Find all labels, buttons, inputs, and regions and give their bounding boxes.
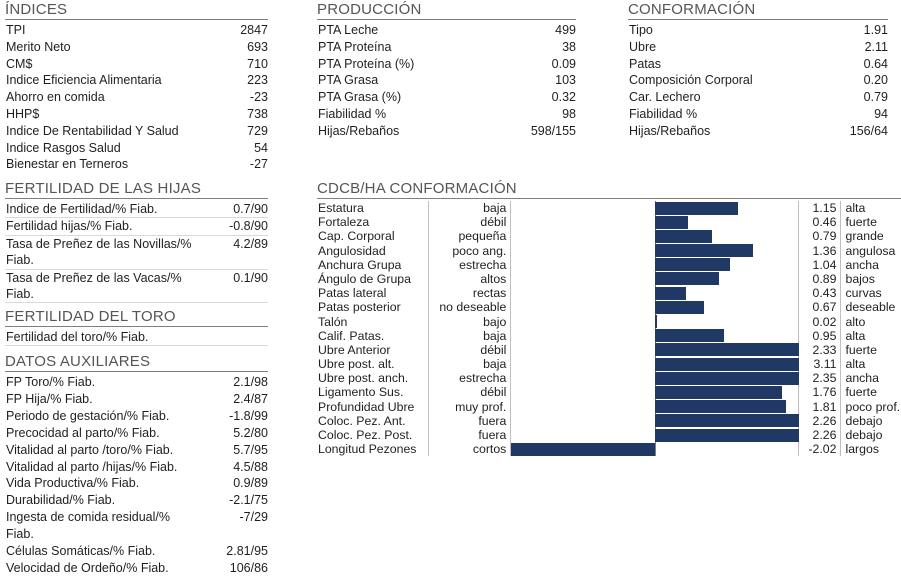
indices-label: Bienestar en Terneros	[6, 157, 129, 172]
cdcb-bar	[655, 244, 753, 257]
cdcb-row	[317, 442, 901, 456]
cdcb-low-term: cortos	[429, 442, 511, 456]
cdcb-bar	[655, 272, 719, 285]
cdcb-high-term: largos	[845, 442, 879, 457]
produccion-value: 103	[555, 73, 576, 88]
produccion-label: Hijas/Rebaños	[318, 123, 400, 138]
cdcb-row	[317, 371, 901, 385]
indices-value: 729	[247, 123, 268, 138]
cdcb-bar	[511, 443, 655, 456]
produccion-value: 38	[562, 39, 576, 54]
indices-title: ÍNDICES	[5, 1, 268, 20]
fertilidad-hijas-label: Fertilidad hijas/% Fiab.	[6, 219, 133, 234]
cdcb-high-term: ancha	[845, 257, 879, 272]
cdcb-row	[317, 300, 901, 314]
cdcb-low-term: no deseable	[429, 300, 511, 314]
cdcb-low-term: baja	[429, 329, 511, 343]
datos-auxiliares-label: Vitalidad al parto /toro/% Fiab.	[6, 442, 174, 457]
datos-auxiliares-value: 2.1/98	[233, 375, 268, 389]
conformacion-list	[628, 22, 888, 140]
datos-auxiliares-value: 106/86	[229, 560, 268, 575]
cdcb-trait: Ligamento Sus.	[317, 385, 429, 399]
cdcb-trait: Cap. Corporal	[317, 229, 429, 243]
fertilidad-hijas-row	[5, 201, 268, 218]
cdcb-bar	[655, 301, 703, 314]
produccion-row	[317, 72, 576, 89]
conformacion-value: 0.20	[863, 73, 888, 88]
produccion-label: PTA Proteína	[318, 39, 392, 54]
cdcb-value: -2.02	[799, 442, 842, 456]
indices-label: TPI	[6, 23, 26, 37]
produccion-list	[317, 22, 576, 140]
indices-label: Merito Neto	[6, 39, 71, 54]
conformacion-row	[628, 123, 888, 140]
conformacion-row	[628, 89, 888, 106]
cdcb-bar	[655, 343, 799, 356]
cdcb-row	[317, 329, 901, 343]
indices-row	[5, 156, 268, 173]
datos-auxiliares-row	[5, 391, 268, 408]
conformacion-title: CONFORMACIÓN	[628, 1, 888, 20]
datos-auxiliares-row	[5, 509, 268, 543]
indices-list	[5, 22, 268, 173]
indices-row	[5, 140, 268, 157]
produccion-label: PTA Leche	[318, 23, 379, 37]
conformacion-value: 2.11	[864, 39, 888, 54]
cdcb-section	[317, 180, 901, 456]
cdcb-high-term: deseable	[845, 300, 896, 315]
datos-auxiliares-value: 0.9/89	[233, 476, 268, 491]
produccion-row	[317, 22, 576, 39]
cdcb-low-term: bajo	[429, 315, 511, 329]
cdcb-bar	[655, 329, 723, 342]
cdcb-trait: Profundidad Ubre	[317, 400, 429, 414]
datos-auxiliares-value: 2.81/95	[226, 544, 268, 559]
conformacion-row	[628, 22, 888, 39]
cdcb-trait: Calif. Patas.	[317, 329, 429, 343]
indices-row	[5, 72, 268, 89]
produccion-label: PTA Grasa	[318, 73, 379, 88]
datos-auxiliares-value: 5.2/80	[233, 425, 268, 440]
cdcb-bar-cell	[511, 244, 798, 258]
produccion-label: Fiabilidad %	[318, 106, 387, 121]
datos-auxiliares-row	[5, 459, 268, 476]
produccion-title: PRODUCCIÓN	[317, 1, 576, 20]
cdcb-low-term: débil	[429, 343, 511, 357]
cdcb-bar-cell	[511, 385, 798, 399]
indices-value: 223	[247, 73, 268, 88]
cdcb-bar-cell	[511, 428, 798, 442]
cdcb-low-term: débil	[429, 215, 511, 229]
cdcb-trait: Ubre Anterior	[317, 343, 429, 357]
indices-label: Indice Eficiencia Alimentaria	[6, 73, 162, 88]
conformacion-row	[628, 72, 888, 89]
cdcb-bar-cell	[511, 371, 798, 385]
indices-row	[5, 106, 268, 123]
cdcb-trait: Coloc. Pez. Post.	[317, 428, 429, 442]
cdcb-high-term: alta	[845, 201, 866, 215]
datos-auxiliares-value: -7/29	[239, 510, 268, 525]
cdcb-title: CDCB/HA CONFORMACIÓN	[317, 180, 901, 199]
cdcb-bar	[655, 287, 686, 300]
indices-row	[5, 123, 268, 140]
datos-auxiliares-row	[5, 374, 268, 391]
produccion-value: 598/155	[530, 123, 576, 138]
cdcb-row	[317, 343, 901, 357]
cdcb-high-term: poco prof.	[845, 399, 901, 414]
produccion-value: 0.32	[551, 90, 576, 105]
cdcb-bar	[655, 230, 712, 243]
cdcb-high-term: debajo	[845, 428, 883, 442]
cdcb-value: 1.36	[799, 244, 842, 258]
cdcb-trait: Patas posterior	[317, 300, 429, 314]
produccion-row	[317, 89, 576, 106]
datos-auxiliares-label: Periodo de gestación/% Fiab.	[6, 408, 170, 423]
cdcb-trait: Ubre post. alt.	[317, 357, 429, 371]
cdcb-high-term: ancha	[845, 371, 879, 386]
datos-auxiliares-title: DATOS AUXILIARES	[5, 353, 268, 372]
cdcb-row	[317, 400, 901, 414]
datos-auxiliares-label: Precocidad al parto/% Fiab.	[6, 425, 160, 440]
datos-auxiliares-label: Velocidad de Ordeño/% Fiab.	[6, 560, 169, 575]
indices-label: CM$	[6, 56, 33, 71]
cdcb-row	[317, 315, 901, 329]
cdcb-row	[317, 428, 901, 442]
datos-auxiliares-row	[5, 408, 268, 425]
cdcb-bar-cell	[511, 300, 798, 314]
fertilidad-hijas-section	[5, 180, 268, 303]
datos-auxiliares-list	[5, 374, 268, 577]
cdcb-low-term: fuera	[429, 428, 511, 442]
cdcb-bar-cell	[511, 400, 798, 414]
datos-auxiliares-value: 5.7/95	[233, 442, 268, 457]
fertilidad-hijas-label: Indice de Fertilidad/% Fiab.	[6, 202, 158, 216]
conformacion-section	[628, 1, 888, 140]
conformacion-value: 94	[874, 106, 888, 121]
cdcb-row	[317, 272, 901, 286]
cdcb-low-term: poco ang.	[429, 244, 511, 258]
indices-value: 693	[247, 39, 268, 54]
cdcb-trait: Patas lateral	[317, 286, 429, 300]
cdcb-row	[317, 244, 901, 258]
indices-label: Indice De Rentabilidad Y Salud	[6, 123, 179, 138]
cdcb-bar-cell	[511, 286, 798, 300]
indices-label: HHP$	[6, 106, 40, 121]
cdcb-trait: Anchura Grupa	[317, 258, 429, 272]
indices-row	[5, 22, 268, 39]
fertilidad-hijas-row	[5, 270, 268, 304]
datos-auxiliares-label: Durabilidad/% Fiab.	[6, 493, 116, 508]
cdcb-trait: Fortaleza	[317, 215, 429, 229]
produccion-row	[317, 56, 576, 73]
cdcb-high-term: fuerte	[845, 385, 877, 400]
cdcb-bar	[655, 414, 799, 427]
datos-auxiliares-value: 4.5/88	[233, 459, 268, 474]
cdcb-bar-cell	[511, 343, 798, 357]
cdcb-value: 0.79	[799, 229, 842, 243]
cdcb-bar	[655, 258, 730, 271]
datos-auxiliares-label: FP Toro/% Fiab.	[6, 375, 96, 389]
datos-auxiliares-label: Vida Productiva/% Fiab.	[6, 476, 140, 491]
fertilidad-toro-row	[5, 329, 268, 346]
conformacion-label: Tipo	[629, 23, 653, 37]
cdcb-trait: Longitud Pezones	[317, 442, 429, 456]
datos-auxiliares-label: FP Hija/% Fiab.	[6, 391, 93, 406]
produccion-label: PTA Proteína (%)	[318, 56, 415, 71]
fertilidad-toro-title: FERTILIDAD DEL TORO	[5, 308, 268, 327]
produccion-value: 0.09	[551, 56, 576, 71]
fertilidad-hijas-value: 4.2/89	[233, 236, 268, 251]
cdcb-value: 0.46	[799, 215, 842, 229]
indices-row	[5, 39, 268, 56]
cdcb-value: 0.43	[799, 286, 842, 300]
cdcb-bar	[655, 429, 799, 442]
cdcb-bar-cell	[511, 272, 798, 286]
fertilidad-toro-list	[5, 329, 268, 346]
indices-value: 54	[254, 140, 268, 155]
cdcb-high-term: grande	[845, 229, 884, 244]
cdcb-bar-cell	[511, 201, 798, 215]
fertilidad-hijas-list	[5, 201, 268, 303]
cdcb-low-term: estrecha	[429, 258, 511, 272]
cdcb-high-term: alto	[845, 314, 866, 329]
conformacion-label: Composición Corporal	[629, 73, 753, 88]
cdcb-row	[317, 258, 901, 272]
cdcb-bar-cell	[511, 258, 798, 272]
produccion-section	[317, 1, 576, 140]
indices-label: Ahorro en comida	[6, 90, 105, 105]
cdcb-value: 2.26	[799, 414, 842, 428]
cdcb-value: 2.33	[799, 343, 842, 357]
cdcb-value: 1.76	[799, 385, 842, 399]
conformacion-value: 156/64	[849, 123, 888, 138]
cdcb-bar-cell	[511, 329, 798, 343]
cdcb-bar	[655, 358, 799, 371]
cdcb-bar-cell	[511, 229, 798, 243]
cdcb-row	[317, 414, 901, 428]
cdcb-trait: Ángulo de Grupa	[317, 272, 429, 286]
cdcb-value: 0.67	[799, 300, 842, 314]
cdcb-low-term: altos	[429, 272, 511, 286]
cdcb-high-term: fuerte	[845, 215, 877, 230]
datos-auxiliares-label: Vitalidad al parto /hijas/% Fiab.	[6, 459, 178, 474]
cdcb-row	[317, 286, 901, 300]
cdcb-zero-axis	[655, 442, 656, 456]
cdcb-bar	[655, 400, 785, 413]
datos-auxiliares-row	[5, 425, 268, 442]
cdcb-trait: Talón	[317, 315, 429, 329]
cdcb-value: 0.02	[799, 315, 842, 329]
conformacion-label: Fiabilidad %	[629, 106, 698, 121]
cdcb-bar	[655, 202, 738, 215]
cdcb-value: 3.11	[799, 357, 842, 371]
cdcb-bar	[655, 386, 782, 399]
produccion-row	[317, 123, 576, 140]
cdcb-high-term: angulosa	[845, 243, 896, 258]
cdcb-low-term: rectas	[429, 286, 511, 300]
fertilidad-hijas-title: FERTILIDAD DE LAS HIJAS	[5, 180, 268, 199]
cdcb-trait: Ubre post. anch.	[317, 371, 429, 385]
datos-auxiliares-row	[5, 475, 268, 492]
indices-value: -23	[249, 90, 268, 105]
datos-auxiliares-section	[5, 353, 268, 577]
cdcb-bar	[655, 315, 656, 328]
datos-auxiliares-label: Células Somáticas/% Fiab.	[6, 544, 156, 559]
datos-auxiliares-value: -2.1/75	[229, 493, 268, 508]
cdcb-bar-cell	[511, 357, 798, 371]
conformacion-row	[628, 39, 888, 56]
cdcb-high-term: curvas	[845, 286, 882, 301]
cdcb-bar	[655, 372, 799, 385]
conformacion-value: 1.91	[863, 23, 888, 37]
cdcb-trait: Coloc. Pez. Ant.	[317, 414, 429, 428]
datos-auxiliares-label: Ingesta de comida residual/% Fiab.	[6, 510, 170, 542]
fertilidad-hijas-row	[5, 218, 268, 235]
cdcb-value: 1.81	[799, 400, 842, 414]
datos-auxiliares-row	[5, 492, 268, 509]
cdcb-low-term: baja	[429, 201, 511, 215]
cdcb-low-term: estrecha	[429, 371, 511, 385]
datos-auxiliares-row	[5, 543, 268, 560]
fertilidad-toro-label: Fertilidad del toro/% Fiab.	[6, 330, 149, 344]
cdcb-row	[317, 385, 901, 399]
produccion-value: 499	[555, 23, 576, 37]
fertilidad-hijas-value: -0.8/90	[229, 219, 268, 234]
produccion-row	[317, 106, 576, 123]
fertilidad-hijas-label: Tasa de Preñez de las Novillas/% Fiab.	[6, 236, 192, 268]
conformacion-label: Patas	[629, 56, 661, 71]
fertilidad-hijas-label: Tasa de Preñez de las Vacas/% Fiab.	[6, 270, 182, 302]
indices-value: 710	[247, 56, 268, 71]
cdcb-table	[317, 201, 901, 456]
cdcb-high-term: bajos	[845, 271, 875, 286]
indices-row	[5, 89, 268, 106]
cdcb-value: 0.89	[799, 272, 842, 286]
cdcb-trait: Estatura	[317, 201, 429, 215]
fertilidad-toro-section	[5, 308, 268, 346]
produccion-label: PTA Grasa (%)	[318, 90, 402, 105]
cdcb-low-term: muy prof.	[429, 400, 511, 414]
indices-label: Indice Rasgos Salud	[6, 140, 121, 155]
cdcb-trait: Angulosidad	[317, 244, 429, 258]
conformacion-row	[628, 106, 888, 123]
datos-auxiliares-row	[5, 442, 268, 459]
cdcb-low-term: pequeña	[429, 229, 511, 243]
datos-auxiliares-row	[5, 560, 268, 577]
cdcb-value: 2.26	[799, 428, 842, 442]
cdcb-row	[317, 229, 901, 243]
produccion-row	[317, 39, 576, 56]
conformacion-label: Ubre	[629, 39, 657, 54]
cdcb-value: 0.95	[799, 329, 842, 343]
datos-auxiliares-value: 2.4/87	[233, 391, 268, 406]
cdcb-bar-cell	[511, 414, 798, 428]
cdcb-bar-cell	[511, 442, 798, 456]
cdcb-row	[317, 201, 901, 215]
fertilidad-hijas-value: 0.7/90	[233, 202, 268, 216]
cdcb-value: 1.04	[799, 258, 842, 272]
produccion-value: 98	[562, 106, 576, 121]
cdcb-low-term: fuera	[429, 414, 511, 428]
cdcb-row	[317, 215, 901, 229]
cdcb-bar-cell	[511, 315, 798, 329]
indices-value: 2847	[240, 23, 268, 37]
cdcb-low-term: baja	[429, 357, 511, 371]
indices-value: -27	[249, 157, 268, 172]
cdcb-high-term: alta	[845, 357, 866, 372]
conformacion-value: 0.64	[863, 56, 888, 71]
fertilidad-hijas-row	[5, 236, 268, 270]
cdcb-high-term: fuerte	[845, 342, 877, 357]
datos-auxiliares-value: -1.8/99	[229, 408, 268, 423]
cdcb-low-term: débil	[429, 385, 511, 399]
conformacion-label: Hijas/Rebaños	[629, 123, 711, 138]
cdcb-high-term: debajo	[845, 413, 883, 428]
cdcb-high-term: alta	[845, 328, 866, 343]
fertilidad-hijas-value: 0.1/90	[233, 270, 268, 285]
conformacion-row	[628, 56, 888, 73]
indices-row	[5, 56, 268, 73]
cdcb-bar-cell	[511, 215, 798, 229]
cdcb-value: 1.15	[799, 201, 842, 215]
cdcb-value: 2.35	[799, 371, 842, 385]
conformacion-value: 0.79	[863, 90, 888, 105]
conformacion-label: Car. Lechero	[629, 90, 701, 105]
cdcb-bar	[655, 216, 688, 229]
cdcb-row	[317, 357, 901, 371]
indices-value: 738	[247, 106, 268, 121]
indices-section	[5, 1, 268, 173]
